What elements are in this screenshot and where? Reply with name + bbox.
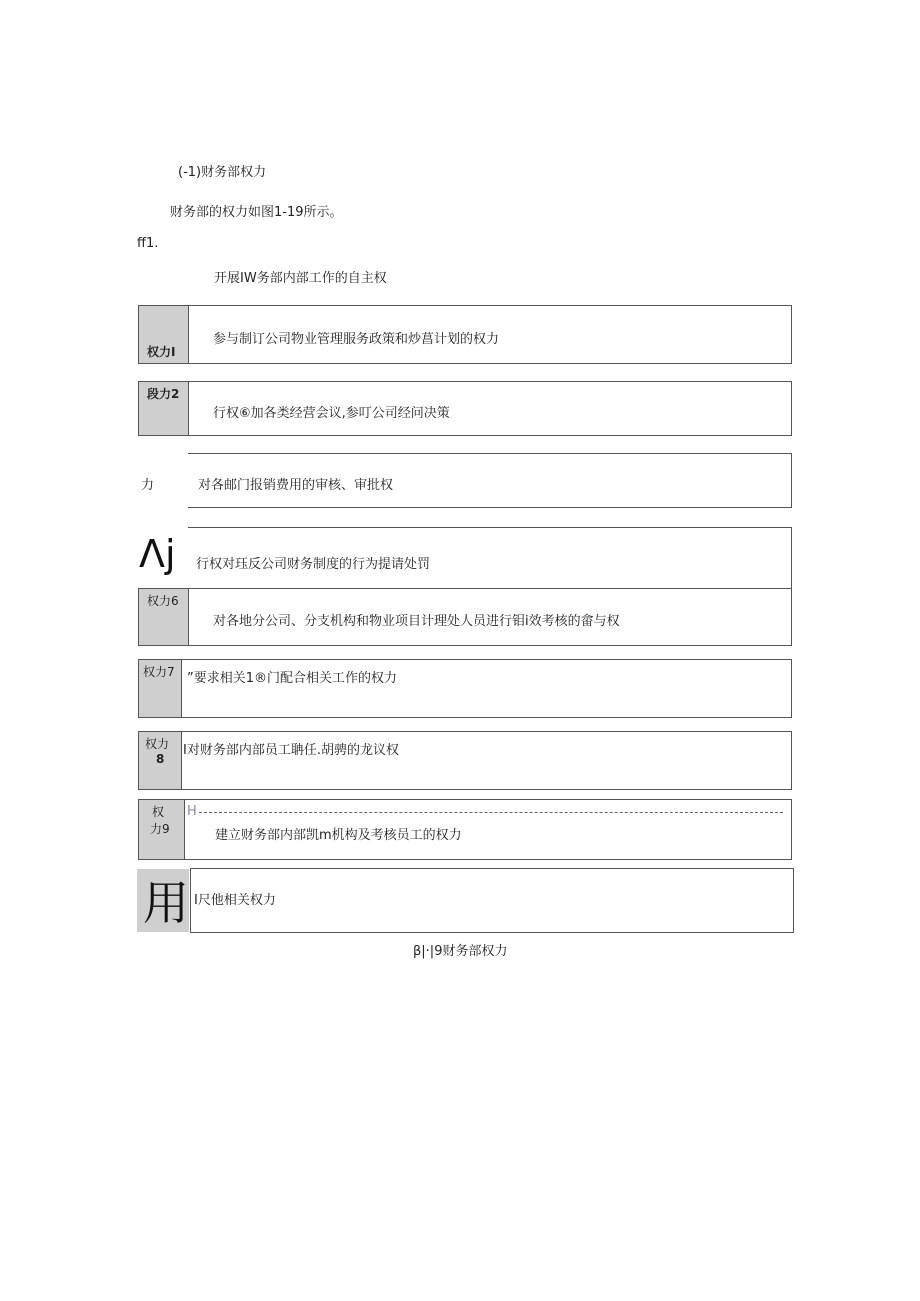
power-label-10: 用 — [143, 876, 189, 930]
power-label-2: 段力2 — [138, 381, 189, 436]
power-text-6: 对各地分公司、分支机构和物业项目计理处人员进行钼i效考核的畲与权 — [213, 614, 620, 629]
power-text-2: 行权⑥加各类经营会议,参叮公司经问决策 — [213, 406, 450, 421]
power-text-8: I对财务部内部员工聃任.胡骋的龙议权 — [183, 743, 399, 758]
power-text-3: 对各邮门报销费用的审核、审批权 — [198, 478, 394, 493]
power-top-item: 开展IW务部内部工作的自主权 — [214, 271, 387, 286]
power-divider-9 — [199, 812, 783, 813]
intro-paragraph: 财务部的权力如图1-19所示。 — [170, 205, 343, 220]
power-label-4: Λj — [139, 532, 176, 576]
power-row-1 — [138, 305, 792, 364]
power-row-9 — [138, 799, 792, 860]
power-row-10 — [190, 868, 794, 933]
power-text-4: 行权对珏反公司财务制度的行为提请处罚 — [196, 557, 431, 572]
figure-caption: β|·|9财务部权力 — [413, 944, 508, 959]
power-text-9: 建立财务部内部凯m机构及考核员工的权力 — [215, 828, 462, 843]
power-row-8 — [138, 731, 792, 790]
section-heading: (-1)财务部权力 — [178, 165, 267, 180]
power-label-8: 权力 8 — [138, 731, 182, 790]
power-row-6 — [138, 588, 792, 646]
power-label-6: 权力6 — [138, 588, 189, 646]
power-marker-9: H — [187, 804, 197, 819]
power-text-1: 参与制订公司物业管理服务政策和炒菖计划的权力 — [213, 332, 500, 347]
power-text-7: ”要求相关1®门配合相关工作的权力 — [187, 671, 398, 686]
power-label-9: 权 力9 — [138, 799, 185, 860]
power-row-2 — [138, 381, 792, 436]
power-row-7 — [138, 659, 792, 718]
power-label-1: 权力I — [138, 305, 189, 364]
power-label-7: 权力7 — [138, 659, 182, 718]
power-label-3: 力 — [141, 478, 155, 493]
power-text-10: I尺他相关权力 — [194, 893, 276, 908]
ff-marker: ff1. — [137, 236, 159, 251]
